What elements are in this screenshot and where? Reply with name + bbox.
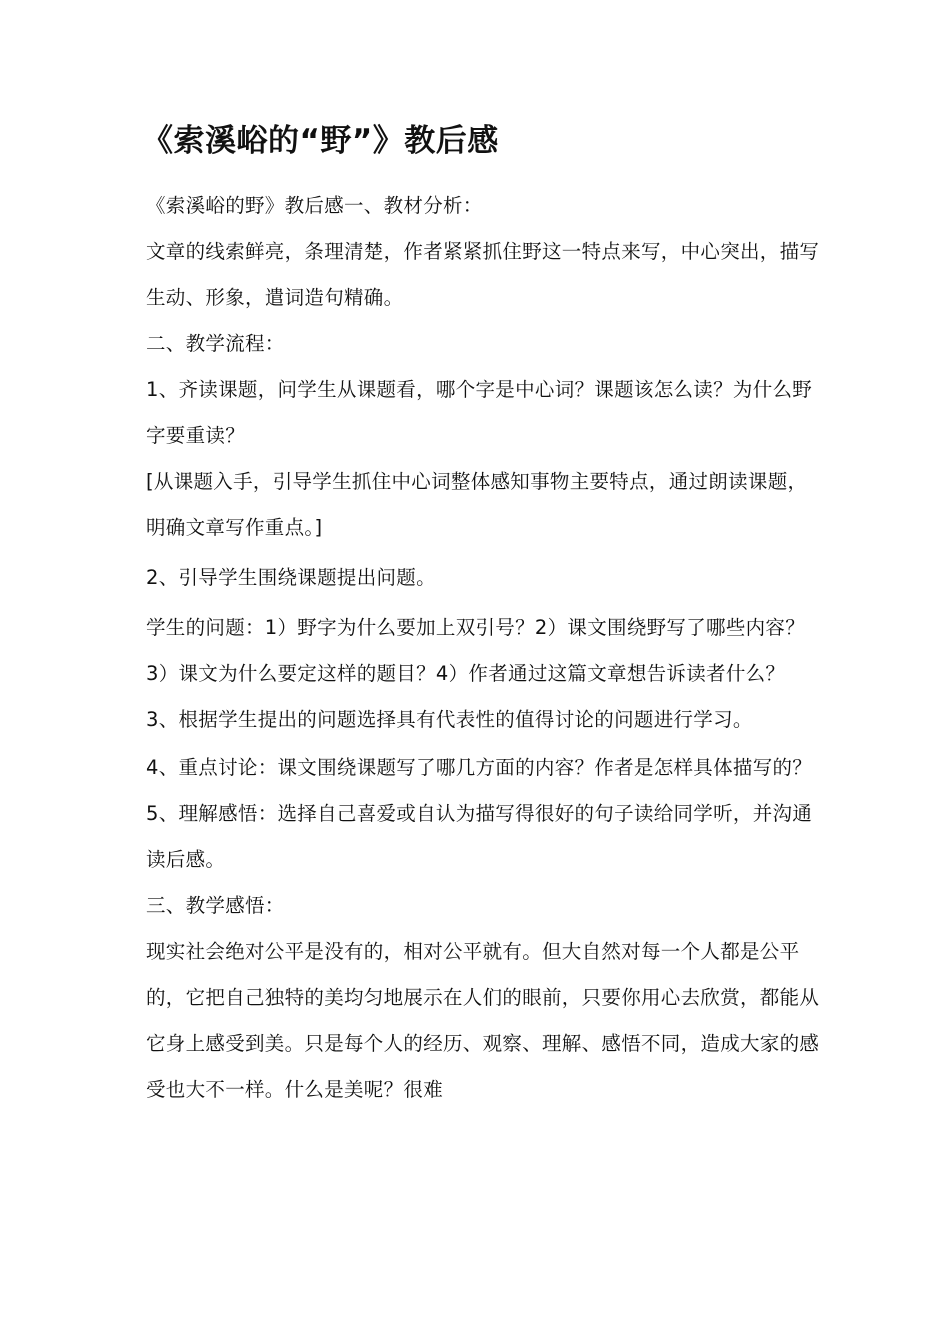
paragraph-step-1: 1、齐读课题，问学生从课题看，哪个字是中心词？课题该怎么读？为什么野字要重读？ [146,378,813,447]
paragraph-step-3: 3、根据学生提出的问题选择具有代表性的值得讨论的问题进行学习。 [146,708,753,731]
paragraph-teaching-reflection: 现实社会绝对公平是没有的，相对公平就有。但大自然对每一个人都是公平的，它把自己独特的美均匀地展示在人们的眼前，只要你用心去欣赏，都能从它身上感受到美。只是每个人的经历、观察、理解、感悟不同，造成大家的感受也大不一样。什么是美呢？很难 [146,940,820,1101]
paragraph-step-4: 4、重点讨论：课文围绕课题写了哪几方面的内容？作者是怎样具体描写的？ [146,756,813,779]
document-body [146,183,822,1113]
paragraph-textbook-analysis: 文章的线索鲜亮，条理清楚，作者紧紧抓住野这一特点来写，中心突出，描写生动、形象，遣词造句精确。 [146,240,820,309]
paragraph-teaching-process-heading: 二、教学流程： [146,332,285,355]
paragraph-student-questions: 学生的问题：1）野字为什么要加上双引号？2）课文围绕野写了哪些内容？3）课文为什么要定这样的题目？4）作者通过这篇文章想告诉读者什么？ [146,616,806,685]
document-title: 《索溪峪的“野”》教后感 [142,123,499,159]
paragraph-step-5: 5、理解感悟：选择自己喜爱或自认为描写得很好的句子读给同学听，并沟通读后感。 [146,802,813,871]
paragraph-teaching-reflection-heading: 三、教学感悟： [146,894,285,917]
paragraph-textbook-analysis-heading: 《索溪峪的野》教后感一、教材分析： [146,194,483,217]
paragraph-step-1-note: [从课题入手，引导学生抓住中心词整体感知事物主要特点，通过朗读课题，明确文章写作重点。] [146,470,808,539]
paragraph-step-2: 2、引导学生围绕课题提出问题。 [146,566,436,589]
